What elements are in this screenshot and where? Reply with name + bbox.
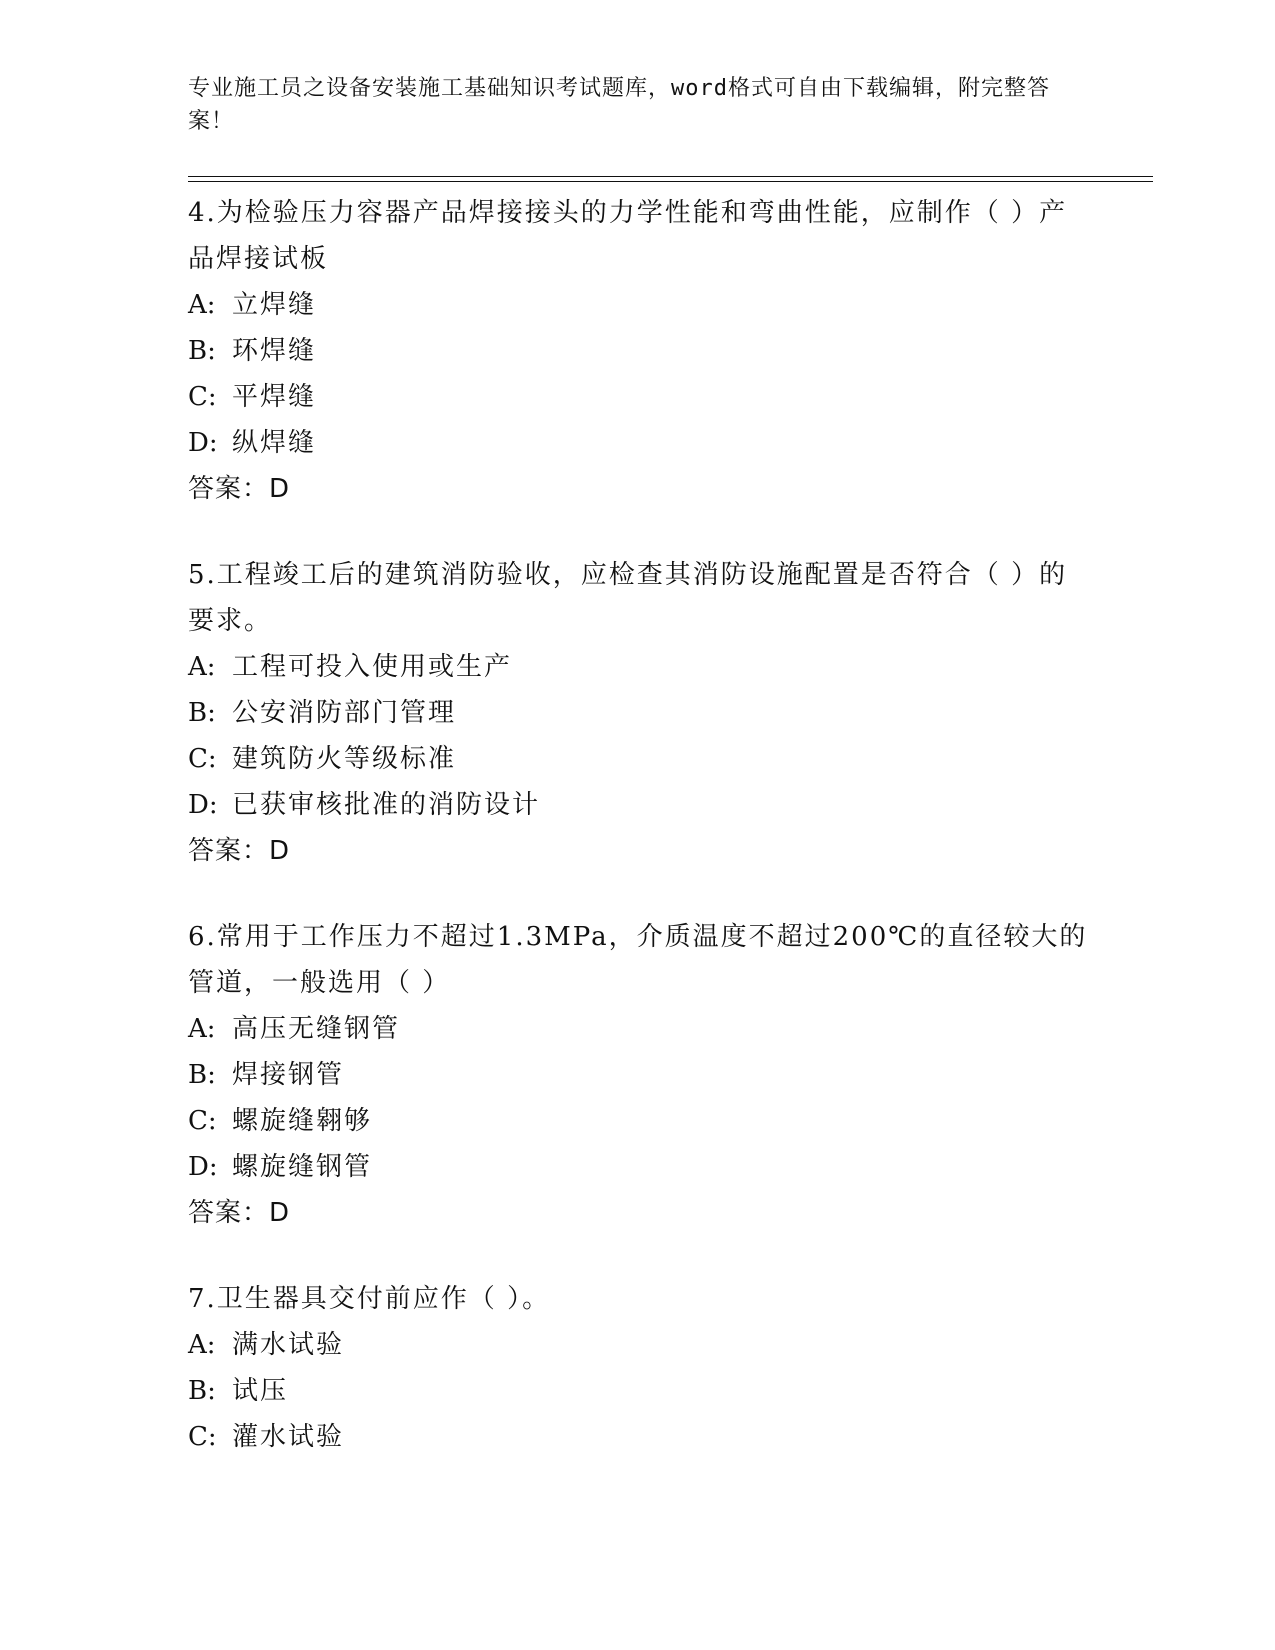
question-4 <box>188 190 1088 512</box>
option-letter: C: <box>188 1106 217 1136</box>
question-7 <box>188 1276 1088 1460</box>
question-list <box>188 190 1088 1500</box>
option-text: 平焊缝 <box>232 382 317 412</box>
option-text: 建筑防火等级标准 <box>232 744 457 774</box>
option-c <box>188 374 1088 420</box>
option-text: 工程可投入使用或生产 <box>232 652 513 682</box>
option-text: 纵焊缝 <box>232 428 317 458</box>
option-letter: D: <box>188 790 218 820</box>
option-letter: A: <box>188 652 216 682</box>
option-letter: D: <box>188 1152 218 1182</box>
question-5 <box>188 552 1088 874</box>
option-text: 灌水试验 <box>232 1422 345 1452</box>
option-c <box>188 1098 1088 1144</box>
answer-line: 答案：D <box>188 1198 291 1228</box>
option-d <box>188 420 1088 466</box>
option-b <box>188 1052 1088 1098</box>
option-b <box>188 328 1088 374</box>
option-letter: A: <box>188 1014 216 1044</box>
question-text: 5.工程竣工后的建筑消防验收，应检查其消防设施配置是否符合（ ）的要求。 <box>188 560 1068 636</box>
option-text: 公安消防部门管理 <box>232 698 457 728</box>
question-text: 4.为检验压力容器产品焊接接头的力学性能和弯曲性能，应制作（ ）产品焊接试板 <box>188 198 1068 274</box>
option-letter: B: <box>188 1376 216 1406</box>
option-b <box>188 1368 1088 1414</box>
question-6 <box>188 914 1088 1236</box>
option-letter: C: <box>188 744 217 774</box>
header-divider-top <box>188 176 1153 177</box>
question-text: 7.卫生器具交付前应作（ ）。 <box>188 1284 551 1314</box>
option-b <box>188 690 1088 736</box>
option-text: 高压无缝钢管 <box>232 1014 401 1044</box>
option-text: 已获审核批准的消防设计 <box>232 790 541 820</box>
option-text: 立焊缝 <box>232 290 317 320</box>
option-letter: B: <box>188 1060 216 1090</box>
option-text: 环焊缝 <box>232 336 317 366</box>
option-a <box>188 282 1088 328</box>
document-header: 专业施工员之设备安装施工基础知识考试题库，word格式可自由下载编辑，附完整答案！ <box>188 76 1050 134</box>
option-c <box>188 1414 1088 1460</box>
option-text: 螺旋缝钢管 <box>232 1152 373 1182</box>
option-a <box>188 644 1088 690</box>
option-c <box>188 736 1088 782</box>
question-text: 6.常用于工作压力不超过1.3MPa，介质温度不超过200℃的直径较大的管道，一般选用（ ） <box>188 922 1088 998</box>
option-letter: A: <box>188 1330 216 1360</box>
option-letter: D: <box>188 428 218 458</box>
option-a <box>188 1006 1088 1052</box>
option-letter: C: <box>188 382 217 412</box>
option-letter: C: <box>188 1422 217 1452</box>
option-text: 试压 <box>232 1376 289 1406</box>
option-text: 满水试验 <box>232 1330 345 1360</box>
option-text: 螺旋缝翱够 <box>232 1106 373 1136</box>
answer-line: 答案：D <box>188 836 291 866</box>
option-letter: B: <box>188 336 216 366</box>
option-text: 焊接钢管 <box>232 1060 345 1090</box>
option-d <box>188 782 1088 828</box>
option-a <box>188 1322 1088 1368</box>
option-letter: A: <box>188 290 216 320</box>
option-d <box>188 1144 1088 1190</box>
option-letter: B: <box>188 698 216 728</box>
header-divider-bottom <box>188 181 1153 182</box>
answer-line: 答案：D <box>188 474 291 504</box>
